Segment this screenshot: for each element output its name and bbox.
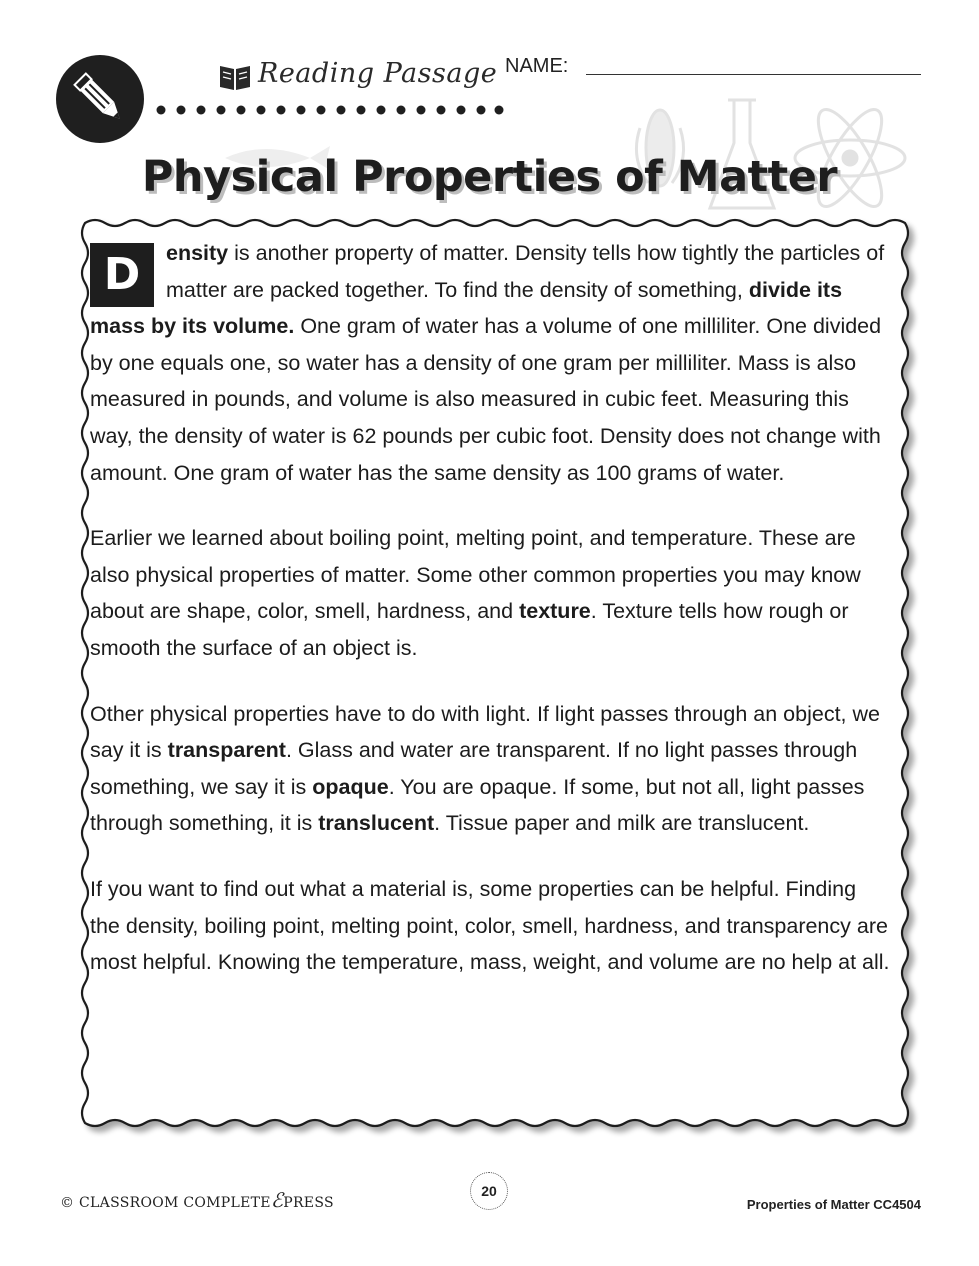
paragraph-text: is another property of matter. Density tells how tightly the particles of matter are packed together. To find the density of something, [166,241,885,302]
publisher-logo [60,1188,334,1212]
drop-cap: D [90,243,154,307]
book-code: Properties of Matter CC4504 [746,1197,921,1212]
pencil-badge-icon [56,55,144,143]
paragraph-text: . Tissue paper and milk are translucent. [434,811,810,836]
publisher-press: PRESS [283,1195,334,1211]
paragraph-text: . Texture tells how rough or smooth the surface of an object is. [90,599,849,660]
paragraph-identify [90,871,890,981]
key-phrase: divide its mass by its volume. [90,277,843,339]
term-transparent: transparent [167,738,286,763]
paragraph-texture [90,520,890,666]
page-title: Physical Properties of Matter [141,152,838,202]
reading-passage-label: Reading Passage [258,58,498,89]
paragraph-text: One gram of water has a volume of one milliliter. One divided by one equals one, so water has a density of one gram per milliliter. Mass is also measured in pounds, and volume is also measured in cubic feet. Measuring this way, the density of water is 62 pounds per cubic foot. Density does not change with amount. One gram of water has the same density as 100 grams of water. [90,314,882,485]
paragraph-density [90,235,890,491]
book-icon [218,62,252,92]
term-opaque: opaque [312,774,389,799]
term-texture: texture [519,599,591,624]
name-field-line[interactable] [586,74,921,75]
term-density: ensity [166,241,229,265]
publisher-name: © CLASSROOM COMPLETE [60,1195,271,1211]
paragraph-text: . You are opaque. If some, but not all, light passes through something, it is [90,774,865,836]
paragraph-text: . Glass and water are transparent. If no light passes through something, we say it is [90,738,858,799]
paragraph-light [90,696,890,842]
passage-body [90,235,890,1010]
page-number: 20 [470,1172,508,1210]
paragraph-text: Other physical properties have to do with light. If light passes through an object, we say it is [90,701,880,763]
publisher-swirl-icon: ℰ [270,1188,284,1212]
name-label: NAME: [505,55,569,77]
dotted-divider [155,104,505,116]
paragraph-text: If you want to find out what a material is, some properties can be helpful. Finding the density, boiling point, melting point, color, smell, hardness, and transparency are most helpful. Knowing the temperature, mass, weight, and volume are no help at all. [90,876,890,975]
paragraph-text: Earlier we learned about boiling point, melting point, and temperature. These are also physical properties of matter. Some other common properties you may know about are shape, color, smell, hardness, and [90,526,861,624]
term-translucent: translucent [318,811,435,836]
